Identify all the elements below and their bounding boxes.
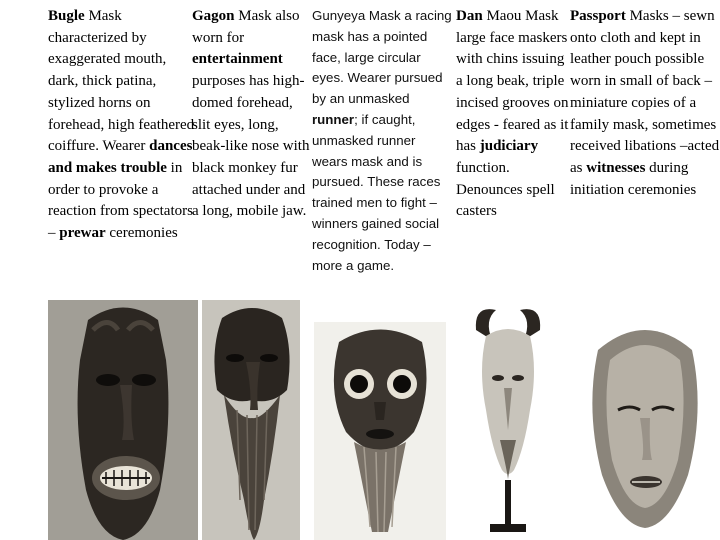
bugle-title: Bugle <box>48 8 85 24</box>
gunyeya-mask-description <box>312 6 452 276</box>
bugle-emphasis-dances: dances and makes trouble <box>48 138 193 176</box>
gunyeya-text-part: ; if caught, unmasked runner wears mask and is pursued. These races trained men to fight – winners gained social recognition. Today – more a game. <box>312 111 441 273</box>
dan-title: Dan <box>456 8 483 24</box>
gunyeya-text-part: Mask a racing mask has a pointed face, large circular eyes. Wearer pursued by an unmasked <box>312 8 452 107</box>
gagon-text <box>192 6 310 223</box>
dan-maou-mask-photo <box>456 300 560 540</box>
bugle-emphasis-prewar: prewar <box>59 225 106 242</box>
passport-text-part: Masks – sewn onto cloth and kept in leather pouch possible worn in small of back – miniature copies of a family mask, sometimes received libations –acted as <box>570 8 720 176</box>
bugle-text-part: in order to provoke a reaction from spectators – <box>48 159 193 242</box>
gagon-text-part: purposes has high-domed forehead, slit eyes, long, beak-like nose with black monkey fur attached under and a long, mobile jaw. <box>192 73 310 220</box>
dan-text-part: Maou Mask large face maskers with chins issuing a long beak, triple incised grooves on edges - feared as it has <box>456 8 569 155</box>
passport-title: Passport <box>570 8 626 24</box>
dan-text <box>456 6 574 223</box>
gunyeya-emphasis-runner: runner <box>312 111 355 127</box>
gunyeya-mask-photo <box>314 322 446 540</box>
gagon-title: Gagon <box>192 8 235 24</box>
passport-text-part: during initiation ceremonies <box>570 159 697 198</box>
dan-text-part: function. Denounces spell casters <box>456 159 555 220</box>
bugle-mask-photo <box>48 300 198 540</box>
passport-emphasis-witnesses: witnesses <box>586 159 646 176</box>
passport-text <box>570 6 720 201</box>
gagon-mask-description <box>192 6 310 223</box>
gunyeya-text <box>312 6 452 276</box>
bugle-mask-description <box>48 6 198 245</box>
gagon-emphasis-entertainment: entertainment <box>192 51 283 68</box>
bugle-text-part: ceremonies <box>105 225 178 242</box>
passport-mask-photo <box>570 310 720 540</box>
gunyeya-title: Gunyeya <box>312 8 366 23</box>
gagon-mask-photo <box>202 300 300 540</box>
bugle-text-part: Mask characterized by exaggerated mouth, dark, thick patina, stylized horns on forehead, high feathered coiffure. Wearer <box>48 8 195 155</box>
gagon-text-part: Mask also worn for <box>192 8 300 46</box>
dan-maou-mask-description <box>456 6 574 223</box>
dan-emphasis-judiciary: judiciary <box>479 138 539 155</box>
passport-mask-description <box>570 6 720 201</box>
bugle-text <box>48 6 198 245</box>
